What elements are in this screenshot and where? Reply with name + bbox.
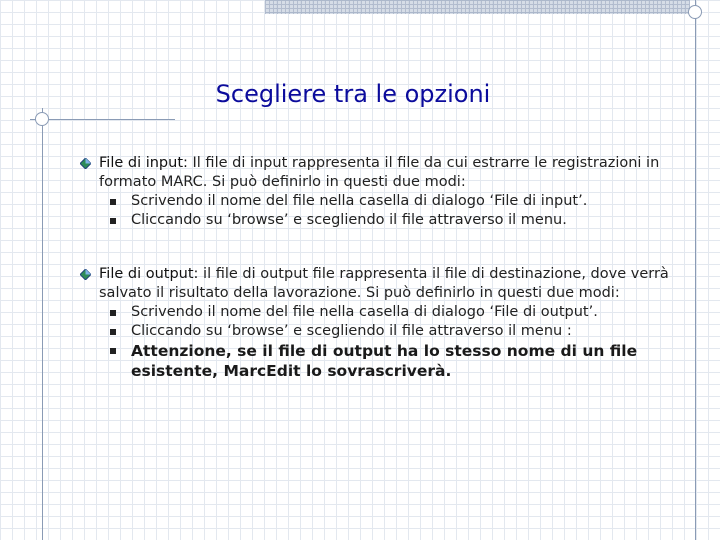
bullet-text: Il file di input rappresenta il file da cui estrarre le registrazioni in formato MARC. Si può definirlo in questi due modi:	[99, 155, 660, 190]
sub-bullet-text: Scrivendo il nome del file nella casella di dialogo ‘File di input’.	[131, 193, 588, 209]
bullet-text: il file di output file rappresenta il file di destinazione, dove verrà salvato il risultato della lavorazione. Si può definirlo in questi due modi:	[99, 266, 669, 301]
square-bullet-icon	[110, 199, 116, 205]
sub-bullet-item	[131, 192, 690, 211]
bullet-term: File di output:	[99, 266, 199, 282]
sub-bullet-text: Cliccando su ‘browse’ e scegliendo il file attraverso il menu :	[131, 323, 572, 339]
decorative-circle-icon	[688, 5, 702, 19]
square-bullet-icon	[110, 310, 116, 316]
sub-bullet-text: Cliccando su ‘browse’ e scegliendo il file attraverso il menu.	[131, 212, 567, 228]
square-bullet-icon	[110, 329, 116, 335]
square-bullet-icon	[110, 348, 116, 354]
decorative-top-band	[265, 0, 690, 14]
sub-bullet-text: Attenzione, se il file di output ha lo stesso nome di un file esistente, MarcEdit lo sovrascriverà.	[131, 342, 638, 380]
bullet-paragraph	[99, 265, 690, 303]
sub-bullet-item	[131, 322, 690, 341]
sub-bullet-warning	[131, 341, 690, 381]
bullet-term: File di input:	[99, 155, 188, 171]
sub-bullet-text: Scrivendo il nome del file nella casella di dialogo ‘File di output’.	[131, 304, 598, 320]
bullet-file-input	[80, 154, 690, 230]
slide-title: Scegliere tra le opzioni	[215, 80, 491, 108]
decorative-left-line	[30, 119, 175, 120]
square-bullet-icon	[110, 218, 116, 224]
decorative-crosshair-circle-icon	[35, 112, 49, 126]
bullet-paragraph	[99, 154, 690, 192]
sub-bullet-item	[131, 211, 690, 230]
sub-bullet-item	[131, 303, 690, 322]
diamond-bullet-icon	[80, 269, 91, 280]
bullet-file-output	[80, 265, 690, 381]
decorative-left-vertical-line	[42, 108, 43, 540]
diamond-bullet-icon	[80, 158, 91, 169]
